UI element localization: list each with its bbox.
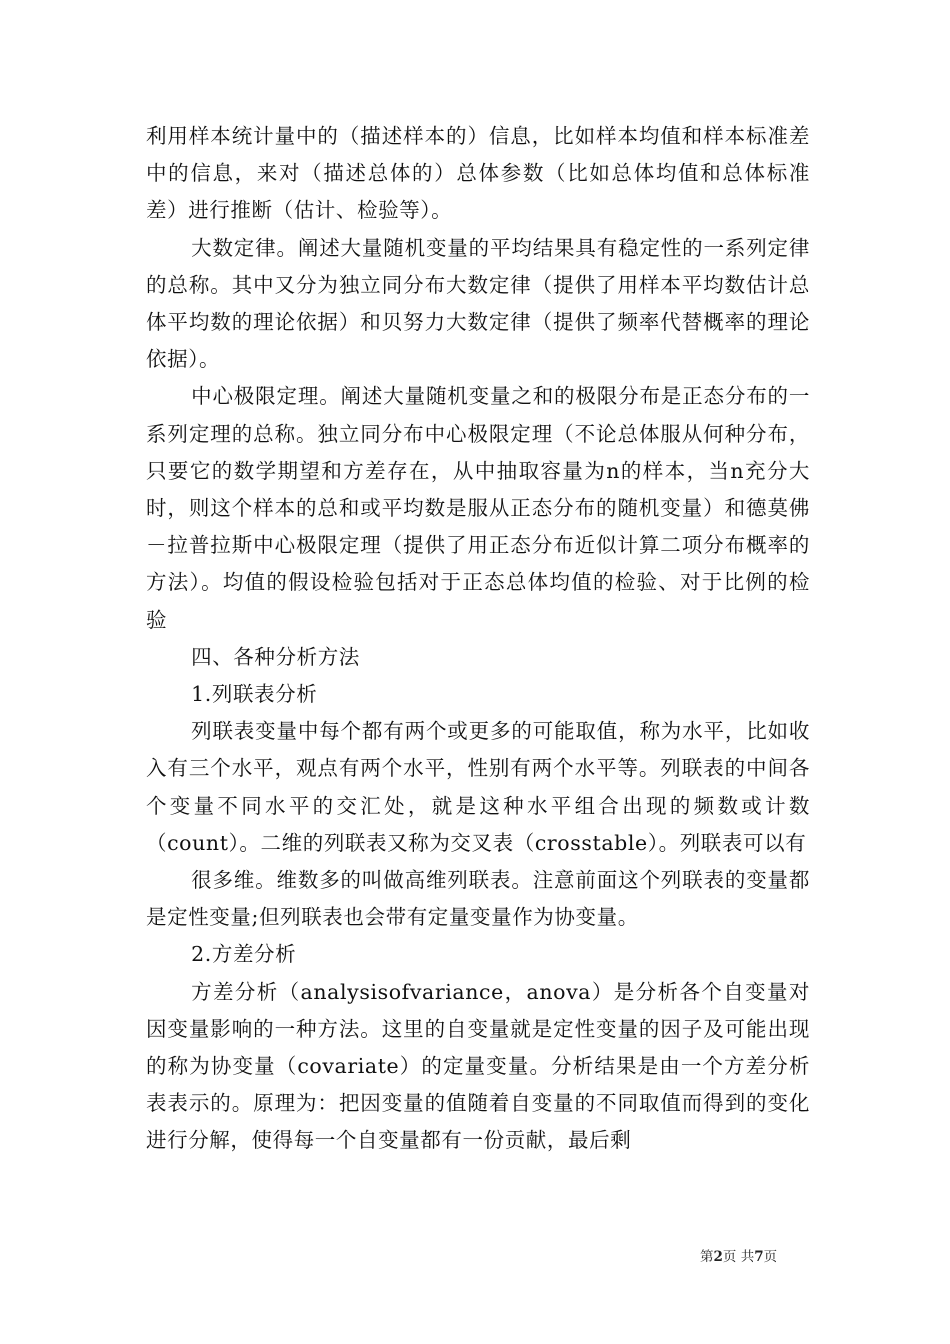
footer-current-page: 2	[713, 1249, 723, 1265]
footer-total-pages: 7	[754, 1249, 764, 1265]
paragraph-2: 大数定律。阐述大量随机变量的平均结果具有稳定性的一系列定律的总称。其中又分为独立同分布大数定律（提供了用样本平均数估计总体平均数的理论依据）和贝努力大数定律（提供了频率代替概率的理论依据）。	[146, 235, 810, 372]
footer-prefix: 第	[700, 1249, 714, 1265]
paragraph-3: 中心极限定理。阐述大量随机变量之和的极限分布是正态分布的一系列定理的总称。独立同分布中心极限定理（不论总体服从何种分布，只要它的数学期望和方差存在，从中抽取容量为n的样本，当n充分大时，则这个样本的总和或平均数是服从正态分布的随机变量）和德莫佛－拉普拉斯中心极限定理（提供了用正态分布近似计算二项分布概率的方法）。均值的假设检验包括对于正态总体均值的检验、对于比例的检验	[146, 384, 810, 632]
paragraph-anova: 方差分析（analysisofvariance，anova）是分析各个自变量对因变量影响的一种方法。这里的自变量就是定性变量的因子及可能出现的称为协变量（covariate）的定量变量。分析结果是由一个方差分析表表示的。原理为：把因变量的值随着自变量的不同取值而得到的变化进行分解，使得每一个自变量都有一份贡献，最后剩	[146, 979, 810, 1153]
section-heading-analysis-methods: 四、各种分析方法	[191, 644, 360, 669]
page-footer	[700, 1245, 820, 1265]
paragraph-1: 利用样本统计量中的（描述样本的）信息，比如样本均值和样本标准差中的信息，来对（描述总体的）总体参数（比如总体均值和总体标准差）进行推断（估计、检验等）。	[146, 124, 810, 223]
subheading-anova: 2.方差分析	[191, 942, 297, 967]
paragraph-crosstab-continued: 很多维。维数多的叫做高维列联表。注意前面这个列联表的变量都是定性变量;但列联表也会带有定量变量作为协变量。	[146, 868, 810, 930]
paragraph-crosstab: 列联表变量中每个都有两个或更多的可能取值，称为水平，比如收入有三个水平，观点有两个水平，性别有两个水平等。列联表的中间各个变量不同水平的交汇处，就是这种水平组合出现的频数或计数（count）。二维的列联表又称为交叉表（crosstable）。列联表可以有	[146, 719, 810, 855]
subheading-crosstab-analysis: 1.列联表分析	[191, 682, 318, 707]
footer-middle: 页 共	[722, 1249, 755, 1265]
footer-suffix: 页	[763, 1249, 778, 1265]
document-body	[146, 118, 810, 1160]
